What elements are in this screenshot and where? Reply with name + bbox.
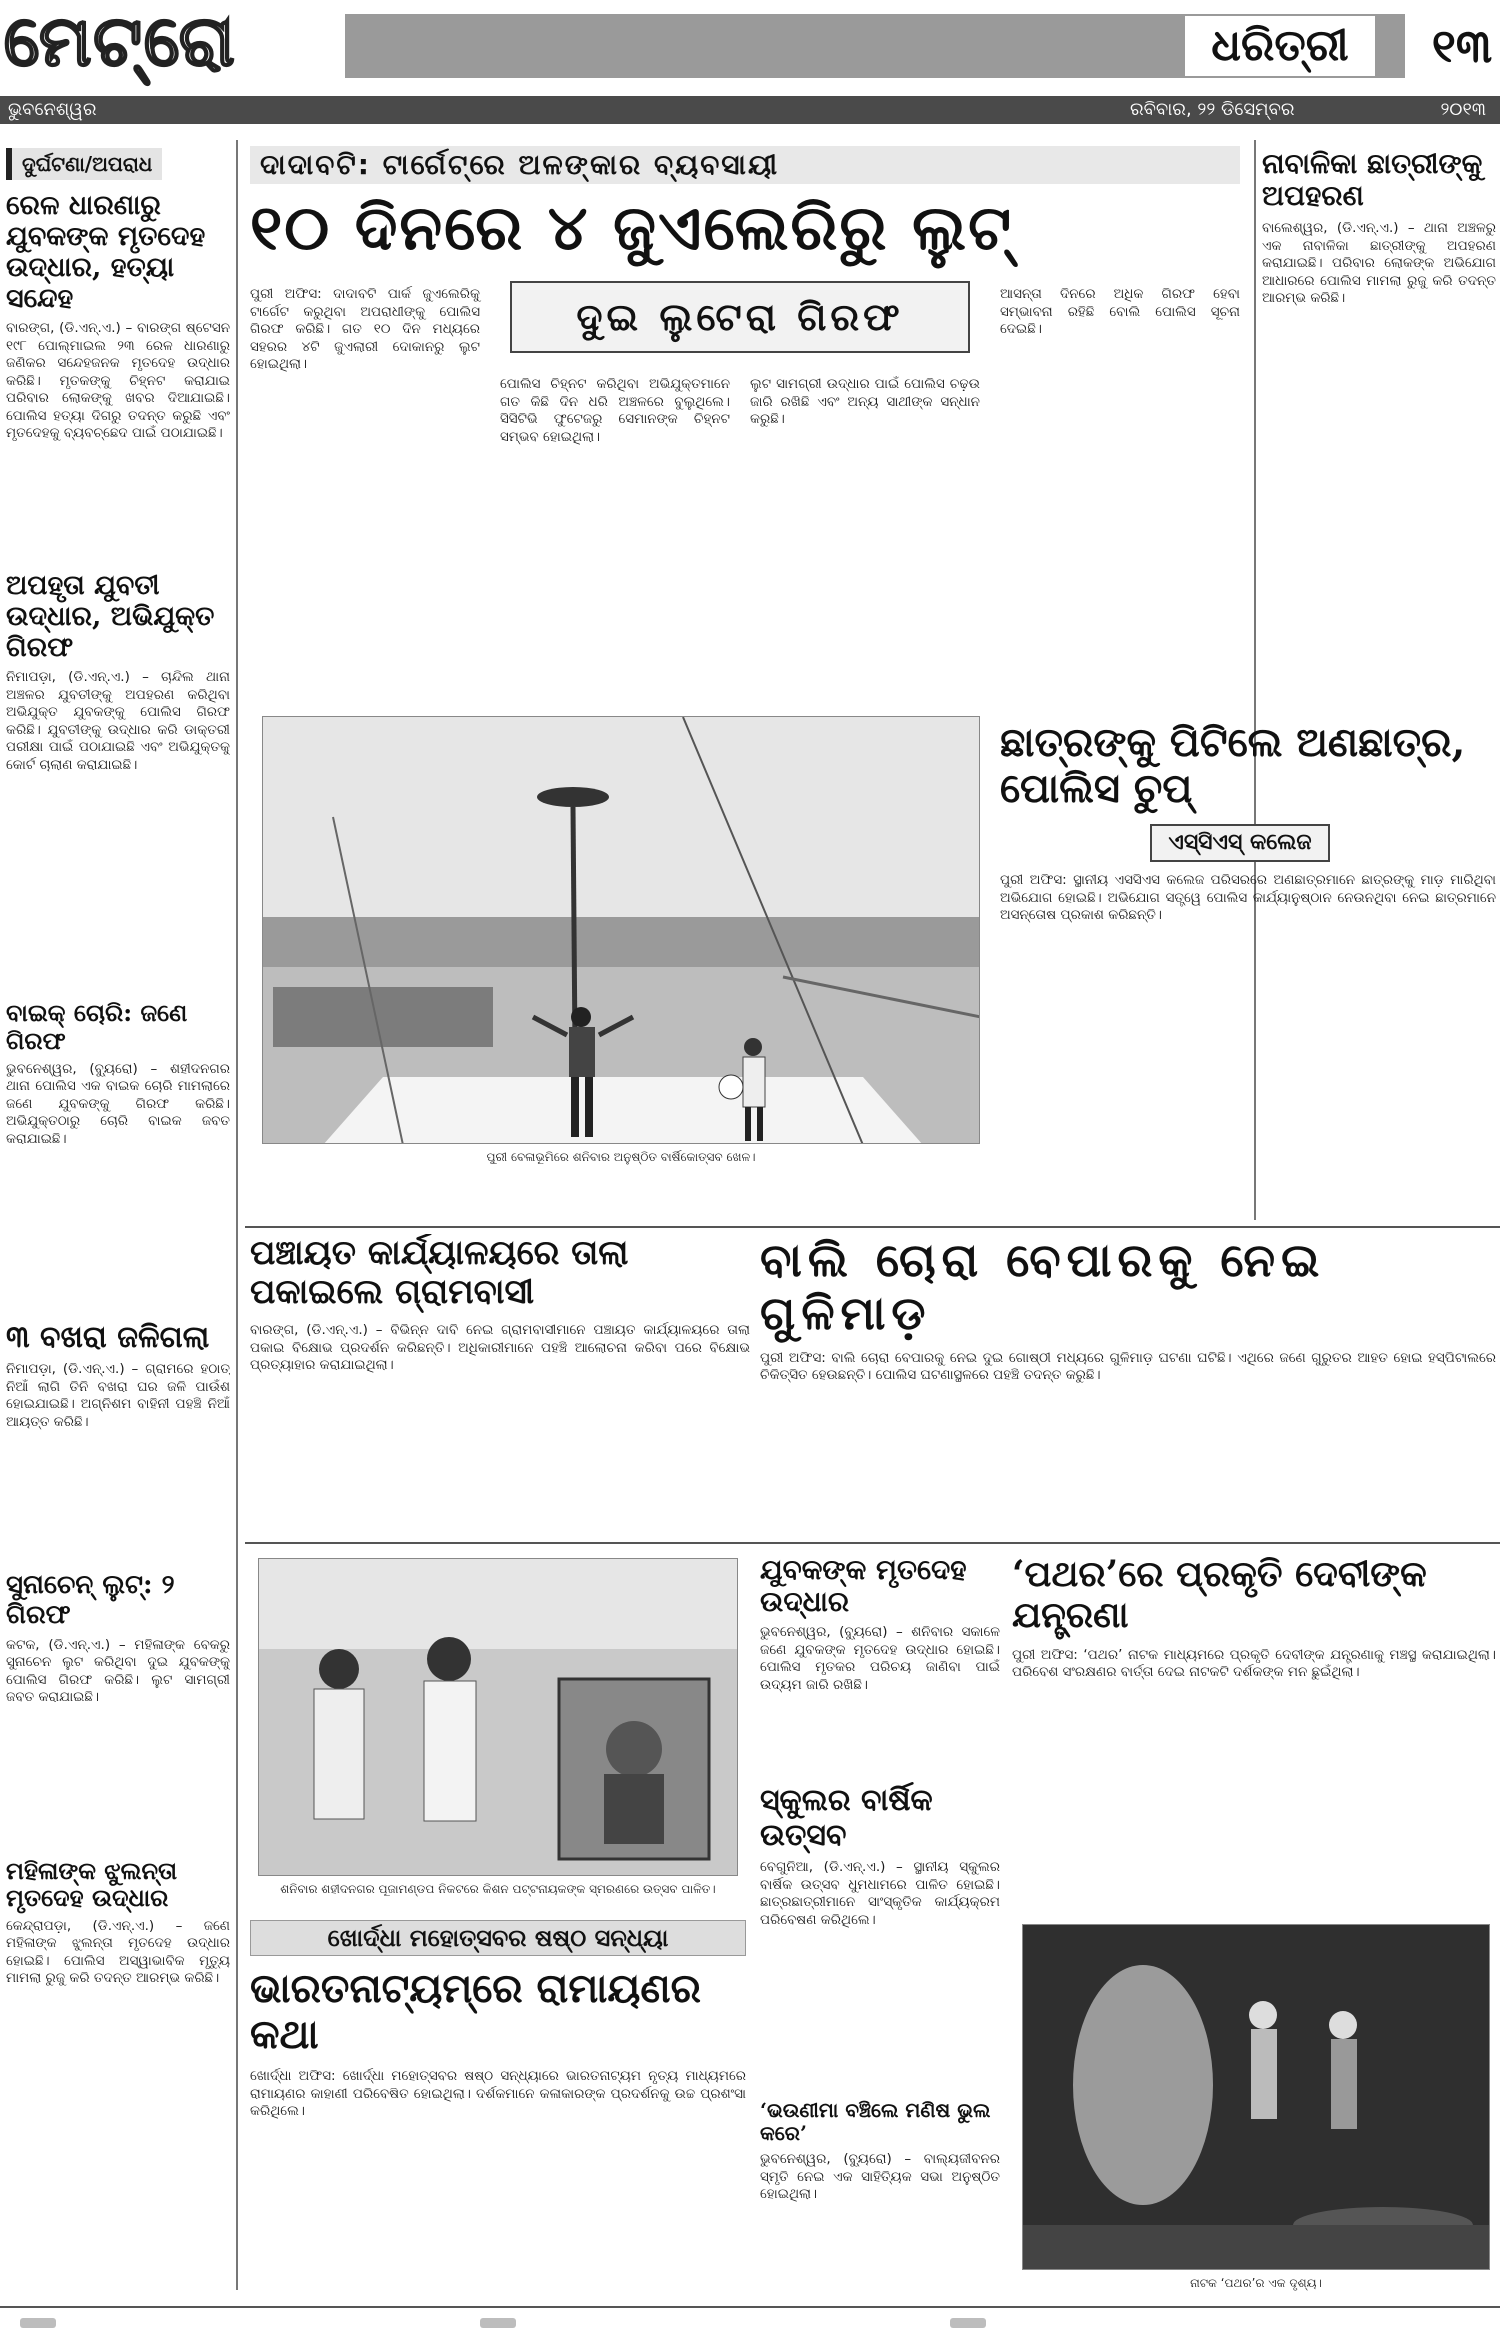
dateline-city: ଭୁବନେଶ୍ୱର	[8, 99, 97, 120]
story-body: କଟକ, (ଡି.ଏନ୍.ଏ.) – ମହିଳାଙ୍କ ବେକରୁ ସୁନାଚେନ ଲୁଟ କରିଥିବା ଦୁଇ ଯୁବକଙ୍କୁ ପୋଲିସ ଗିରଫ କରିଛି। ଲୁଟ ସାମଗ୍ରୀ ଜବତ କରାଯାଇଛି।	[6, 1636, 230, 1706]
story-body: ନିମାପଡ଼ା, (ଡି.ଏନ୍.ଏ.) – ଗ୍ରାମରେ ହଠାତ୍ ନିଆଁ ଲାଗି ତିନି ବଖରା ଘର ଜଳି ପାଉଁଶ ହୋଇଯାଇଛି। ଅଗ୍ନିଶମ ବାହିନୀ ପହଞ୍ଚି ନିଆଁ ଆୟତ୍ତ କରିଛି।	[6, 1361, 230, 1430]
story-body: ବାଲେଶ୍ୱର, (ଡି.ଏନ୍.ଏ.) – ଥାନା ଅଞ୍ଚଳରୁ ଏକ ନାବାଳିକା ଛାତ୍ରୀଙ୍କୁ ଅପହରଣ କରାଯାଇଛି। ପରିବାର ଲୋକଙ୍କ ଅଭିଯୋଗ ଆଧାରରେ ପୋଲିସ ମାମଲା ରୁଜୁ କରି ତଦନ୍ତ ଆରମ୍ଭ କରିଛି।	[1262, 220, 1496, 307]
photo-caption: ଶନିବାର ଶହୀଦନଗର ପୂଜାମଣ୍ଡପ ନିକଟରେ କିଶନ ପଟ୍ଟନାୟକଙ୍କ ସ୍ମରଣରେ ଉତ୍ସବ ପାଳିତ।	[280, 1882, 716, 1896]
section-tag: ଦୁର୍ଘଟଣା/ଅପରାଧ	[6, 148, 162, 180]
lead-body-col: ଲୁଟ ସାମଗ୍ରୀ ଉଦ୍ଧାର ପାଇଁ ପୋଲିସ ଚଢ଼ଉ ଜାରି ରଖିଛି ଏବଂ ଅନ୍ୟ ସାଥୀଙ୍କ ସନ୍ଧାନ କରୁଛି।	[750, 376, 980, 427]
tribute-photo	[258, 1558, 738, 1876]
story-headline: ମହିଳାଙ୍କ ଝୁଲନ୍ତା ମୃତଦେହ ଉଦ୍ଧାର	[6, 1855, 178, 1913]
story-headline: ପଞ୍ଚାୟତ କାର୍ଯ୍ୟାଳୟରେ ତାଲା ପକାଇଲେ ଗ୍ରାମବାସୀ	[250, 1234, 629, 1313]
story-headline: ରେଳ ଧାରଣାରୁ ଯୁବକଙ୍କ ମୃତଦେହ ଉଦ୍ଧାର, ହତ୍ୟା ସନ୍ଦେହ	[6, 190, 206, 315]
story-body: ଭୁବନେଶ୍ୱର, (ବ୍ୟୁରୋ) – ଶହୀଦନଗର ଥାନା ପୋଲିସ ଏକ ବାଇକ ଚୋରି ମାମଲାରେ ଜଣେ ଯୁବକଙ୍କୁ ଗିରଫ କରିଛି। ଅଭିଯୁକ୍ତଠାରୁ ଚୋରି ବାଇକ ଜବତ କରାଯାଇଛି।	[6, 1060, 230, 1147]
story-headline: ନାବାଳିକା ଛାତ୍ରୀଙ୍କୁ ଅପହରଣ	[1262, 148, 1483, 213]
left-column	[6, 148, 230, 2298]
story-headline: ସୁନାଚେନ୍ ଲୁଟ୍: ୨ ଗିରଫ	[6, 1570, 175, 1630]
story-body: ବାରଙ୍ଗ, (ଡି.ଏନ୍.ଏ.) – ବାରଙ୍ଗ ଷ୍ଟେସନ ୧୯୮ ପୋଲ୍‌ମାଇଲ ୨୩ ରେଳ ଧାରଣାରୁ ଜଣିକର ସନ୍ଦେହଜନକ ମୃତଦେହ ଉଦ୍ଧାର କରିଛି। ମୃତକଙ୍କୁ ଚିହ୍ନଟ କରାଯାଇ ପରିବାର ଲୋକଙ୍କୁ ଖବର ଦିଆଯାଇଛି। ପୋଲିସ ହତ୍ୟା ଦିଗରୁ ତଦନ୍ତ କରୁଛି ଏବଂ ମୃତଦେହକୁ ବ୍ୟବଚ୍ଛେଦ ପାଇଁ ପଠାଯାଇଛି।	[6, 320, 230, 442]
festival-subhead: ଖୋର୍ଦ୍ଧା ମହୋତ୍ସବର ଷଷ୍ଠ ସନ୍ଧ୍ୟା	[250, 1920, 746, 1956]
scroll-marker	[950, 2318, 986, 2328]
column-divider	[236, 140, 238, 2290]
story-body: ପୁରୀ ଅଫିସ: ‘ପଥର’ ନାଟକ ମାଧ୍ୟମରେ ପ୍ରକୃତି ଦେବୀଙ୍କ ଯନ୍ତ୍ରଣାକୁ ମଞ୍ଚସ୍ଥ କରାଯାଇଥିଲା। ପରିବେଶ ସଂରକ୍ଷଣର ବାର୍ତ୍ତା ଦେଇ ନାଟକଟି ଦର୍ଶକଙ୍କ ମନ ଛୁଇଁଥିଲା।	[1012, 1646, 1496, 1681]
story-headline: ‘ପଥର’ରେ ପ୍ରକୃତି ଦେବୀଙ୍କ ଯନ୍ତ୍ରଣା	[1012, 1554, 1427, 1637]
page-number: ୧୩	[1431, 19, 1492, 73]
photo-caption: ନାଟକ ‘ପଥର’ର ଏକ ଦୃଶ୍ୟ।	[1190, 2276, 1322, 2290]
story-body: ଭୁବନେଶ୍ୱର, (ବ୍ୟୁରୋ) – ବାଲ୍ୟଜୀବନର ସ୍ମୃତି ନେଇ ଏକ ସାହିତ୍ୟିକ ସଭା ଅନୁଷ୍ଠିତ ହୋଇଥିଲା।	[760, 2151, 1000, 2203]
college-name-box: ଏସ୍‌ସିଏସ୍ କଲେଜ	[1150, 824, 1330, 862]
middle-story-2	[760, 1234, 1496, 1534]
story-headline: ଯୁବକଙ୍କ ମୃତଦେହ ଉଦ୍ଧାର	[760, 1554, 967, 1619]
story-headline: ଛାତ୍ରଙ୍କୁ ପିଟିଲେ ଅଣଛାତ୍ର, ପୋଲିସ ଚୁପ୍	[1000, 720, 1466, 812]
story-body: ନିମାପଡ଼ା, (ଡି.ଏନ୍.ଏ.) – ଚାନ୍ଦିଲ ଥାନା ଅଞ୍ଚଳର ଯୁବତୀଙ୍କୁ ଅପହରଣ କରିଥିବା ଅଭିଯୁକ୍ତ ଯୁବକଙ୍କୁ ପୋଲିସ ଗିରଫ କରିଛି। ଯୁବତୀଙ୍କୁ ଉଦ୍ଧାର କରି ଡାକ୍ତରୀ ପରୀକ୍ଷା ପାଇଁ ପଠାଯାଇଛି ଏବଂ ଅଭିଯୁକ୍ତକୁ କୋର୍ଟ ଚାଲାଣ କରାଯାଇଛି।	[6, 669, 230, 773]
scroll-marker	[480, 2318, 516, 2328]
story-headline: ‘ଭଉଣୀମା ବଞ୍ଚିଲେ ମଣିଷ ଭୁଲ କରେ’	[760, 2098, 991, 2146]
section-divider	[245, 1542, 1500, 1544]
lead-body-col: ଆସନ୍ତା ଦିନରେ ଅଧିକ ଗିରଫ ହେବା ସମ୍ଭାବନା ରହିଛି ବୋଲି ପୋଲିସ ସୂଚନା ଦେଇଛି।	[1000, 286, 1240, 337]
section-divider	[245, 1226, 1500, 1228]
middle-story-1	[250, 1234, 750, 1534]
lead-kicker: ଦାଦାବଟି: ଟାର୍ଗେଟ୍‌ରେ ଅଳଙ୍କାର ବ୍ୟବସାୟୀ	[250, 146, 1240, 184]
center-lower-stories	[760, 1554, 1000, 2304]
scroll-marker	[20, 2318, 56, 2328]
play-scene-photo	[1022, 1924, 1490, 2270]
story-body: ବାରଙ୍ଗ, (ଡି.ଏନ୍.ଏ.) – ବିଭିନ୍ନ ଦାବି ନେଇ ଗ୍ରାମବାସୀମାନେ ପଞ୍ଚାୟତ କାର୍ଯ୍ୟାଳୟରେ ତାଲା ପକାଇ ବିକ୍ଷୋଭ ପ୍ରଦର୍ଶନ କରିଛନ୍ତି। ଅଧିକାରୀମାନେ ପହଞ୍ଚି ଆଲୋଚନା କରିବା ପରେ ବିକ୍ଷୋଭ ପ୍ରତ୍ୟାହାର କରାଯାଇଥିଲା।	[250, 1322, 750, 1374]
masthead	[0, 0, 1500, 90]
story-headline: ଭାରତନାଟ୍ୟମ୍‌ରେ ରାମାୟଣର କଥା	[250, 1965, 701, 2058]
culture-story	[250, 1920, 746, 2300]
photo-illustration	[263, 717, 980, 1144]
lead-body-col: ପୁରୀ ଅଫିସ: ଦାଦାବଟି ପାର୍କ ଜୁଏଲେରିକୁ ଟାର୍ଗେଟ କରୁଥିବା ଅପରାଧୀଙ୍କୁ ପୋଲିସ ଗିରଫ କରିଛି। ଗତ ୧୦ ଦିନ ମଧ୍ୟରେ ସହରର ୪ଟି ଜୁଏଲାରୀ ଦୋକାନରୁ ଲୁଟ ହୋଇଥିଲା।	[250, 286, 480, 372]
story-headline: ବାଲି ଚୋରା ବେପାରକୁ ନେଇ ଗୁଳିମାଡ଼	[760, 1234, 1326, 1340]
story-body: ପୁରୀ ଅଫିସ: ବାଲି ଚୋରା ବେପାରକୁ ନେଇ ଦୁଇ ଗୋଷ୍ଠୀ ମଧ୍ୟରେ ଗୁଳିମାଡ଼ ଘଟଣା ଘଟିଛି। ଏଥିରେ ଜଣେ ଗୁରୁତର ଆହତ ହୋଇ ହସ୍ପିଟାଲରେ ଚିକିତ୍ସିତ ହେଉଛନ୍ତି। ପୋଲିସ ଘଟଣାସ୍ଥଳରେ ପହଞ୍ଚି ତଦନ୍ତ କରୁଛି।	[760, 1349, 1496, 1384]
photo-illustration	[1023, 1925, 1490, 2270]
dateline-date: ରବିବାର, ୨୨ ଡିସେମ୍ବର	[1130, 99, 1295, 120]
dateline-year: ୨୦୧୩	[1440, 99, 1486, 120]
story-body: ପୁରୀ ଅଫିସ: ସ୍ଥାନୀୟ ଏସସିଏସ କଲେଜ ପରିସରରେ ଅଣଛାତ୍ରମାନେ ଛାତ୍ରଙ୍କୁ ମାଡ଼ ମାରିଥିବା ଅଭିଯୋଗ ହୋଇଛି। ଅଭିଯୋଗ ସତ୍ତ୍ୱେ ପୋଲିସ କାର୍ଯ୍ୟାନୁଷ୍ଠାନ ନେଉନଥିବା ନେଇ ଛାତ୍ରମାନେ ଅସନ୍ତୋଷ ପ୍ରକାଶ କରିଛନ୍ତି।	[1000, 872, 1496, 923]
story-body: ଭୁବନେଶ୍ୱର, (ବ୍ୟୁରୋ) – ଶନିବାର ସକାଳେ ଜଣେ ଯୁବକଙ୍କ ମୃତଦେହ ଉଦ୍ଧାର ହୋଇଛି। ପୋଲିସ ମୃତକର ପରିଚୟ ଜାଣିବା ପାଇଁ ଉଦ୍ୟମ ଜାରି ରଖିଛି।	[760, 1624, 1000, 1693]
right-story-2	[1000, 720, 1496, 1220]
story-headline: ଅପହୃତା ଯୁବତୀ ଉଦ୍ଧାର, ଅଭିଯୁକ୍ତ ଗିରଫ	[6, 570, 215, 664]
story-body: ଖୋର୍ଦ୍ଧା ଅଫିସ: ଖୋର୍ଦ୍ଧା ମହୋତ୍ସବର ଷଷ୍ଠ ସନ୍ଧ୍ୟାରେ ଭାରତନାଟ୍ୟମ ନୃତ୍ୟ ମାଧ୍ୟମରେ ରାମାୟଣର କାହାଣୀ ପରିବେଷିତ ହୋଇଥିଲା। ଦର୍ଶକମାନେ କଳାକାରଙ୍କ ପ୍ରଦର୍ଶନକୁ ଉଚ୍ଚ ପ୍ରଶଂସା କରିଥିଲେ।	[250, 2068, 746, 2119]
lead-headline: ୧୦ ଦିନରେ ୪ ଜୁଏଲେରିରୁ ଲୁଟ୍	[250, 191, 1014, 264]
play-story	[1012, 1554, 1496, 1914]
section-name: ଧରିତ୍ରୀ	[1185, 16, 1375, 76]
dateline	[0, 96, 1500, 124]
right-story-1	[1262, 148, 1496, 708]
newspaper-title: ମେଟ୍ରୋ	[4, 0, 237, 82]
beach-event-photo	[262, 716, 980, 1144]
story-headline: ସ୍କୁଲର ବାର୍ଷିକ ଉତ୍ସବ	[760, 1783, 933, 1853]
page-footer	[0, 2306, 1500, 2334]
story-headline: ବାଇକ୍ ଚୋରି: ଜଣେ ଗିରଫ	[6, 998, 188, 1055]
photo-illustration	[259, 1559, 738, 1876]
story-headline: ୩ ବଖରା ଜଳିଗଲା	[6, 1319, 210, 1355]
story-body: ବେଗୁନିଆ, (ଡି.ଏନ୍.ଏ.) – ସ୍ଥାନୀୟ ସ୍କୁଲର ବାର୍ଷିକ ଉତ୍ସବ ଧୁମଧାମରେ ପାଳିତ ହୋଇଛି। ଛାତ୍ରଛାତ୍ରୀମାନେ ସାଂସ୍କୃତିକ କାର୍ଯ୍ୟକ୍ରମ ପରିବେଷଣ କରିଥିଲେ।	[760, 1859, 1000, 1928]
lead-subhead-box: ଦୁଇ ଲୁଟେରା ଗିରଫ	[510, 281, 970, 353]
photo-caption: ପୁରୀ ବେଳାଭୂମିରେ ଶନିବାର ଅନୁଷ୍ଠିତ ବାର୍ଷିକୋତ୍ସବ ଖେଳ।	[486, 1150, 756, 1164]
lead-body-col: ପୋଲିସ ଚିହ୍ନଟ କରିଥିବା ଅଭିଯୁକ୍ତମାନେ ଗତ କିଛି ଦିନ ଧରି ଅଞ୍ଚଳରେ ବୁଲୁଥିଲେ। ସିସିଟିଭି ଫୁଟେଜରୁ ସେମାନଙ୍କ ଚିହ୍ନଟ ସମ୍ଭବ ହୋଇଥିଲା।	[500, 376, 730, 445]
story-body: କେନ୍ଦ୍ରାପଡ଼ା, (ଡି.ଏନ୍.ଏ.) – ଜଣେ ମହିଳାଙ୍କ ଝୁଲନ୍ତା ମୃତଦେହ ଉଦ୍ଧାର ହୋଇଛି। ପୋଲିସ ଅସ୍ୱାଭାବିକ ମୃତ୍ୟୁ ମାମଲା ରୁଜୁ କରି ତଦନ୍ତ ଆରମ୍ଭ କରିଛି।	[6, 1917, 230, 1987]
